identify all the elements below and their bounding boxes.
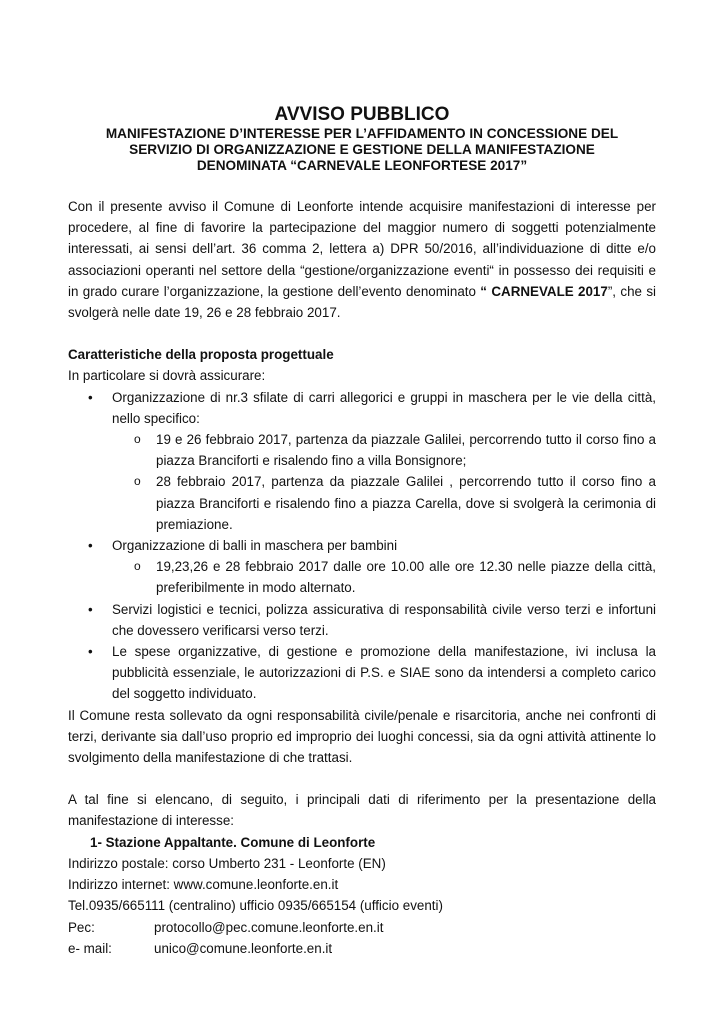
email-line	[68, 938, 656, 959]
sub-list-item	[112, 556, 656, 598]
sub-list-item-text: 19,23,26 e 28 febbraio 2017 dalle ore 10.00 alle ore 12.30 nelle piazze della città, preferibilmente in modo alternato.	[156, 559, 656, 596]
bullet-marker: •	[88, 538, 93, 554]
email-address: unico@comune.leonforte.en.it	[154, 940, 333, 956]
intro-paragraph	[68, 196, 656, 323]
sub-bullet-marker: o	[134, 432, 141, 447]
section-lead: In particolare si dovrà assicurare:	[68, 368, 266, 384]
requirements-list	[68, 387, 656, 705]
sub-bullet-marker: o	[134, 474, 141, 489]
sub-list-item-text: 28 febbraio 2017, partenza da piazzale Galilei , percorrendo tutto il corso fino a piazza Branciforti e risalendo fino a piazza Carella, dove si svolgerà la cerimonia di premiazione.	[156, 474, 656, 532]
pec-address: protocollo@pec.comune.leonforte.en.it	[154, 919, 384, 935]
bullet-marker: •	[88, 389, 93, 405]
list-item	[68, 599, 656, 641]
document-page	[68, 104, 656, 959]
sub-list-item	[112, 429, 656, 471]
sub-list-item-text: 19 e 26 febbraio 2017, partenza da piazzale Galilei, percorrendo tutto il corso fino a piazza Branciforti e risalendo fino a villa Bonsignore;	[156, 432, 656, 469]
page-title: AVVISO PUBBLICO	[274, 104, 450, 125]
bullet-marker: •	[88, 601, 93, 617]
pec-label: Pec:	[68, 919, 95, 935]
website-line: Indirizzo internet: www.comune.leonforte.en.it	[68, 877, 339, 893]
section-heading: Caratteristiche della proposta progettuale	[68, 347, 334, 363]
list-item-text: Organizzazione di nr.3 sfilate di carri allegorici e gruppi in maschera per le vie della città, nello specifico:	[112, 389, 656, 426]
contracting-station-heading: 1- Stazione Appaltante. Comune di Leonforte	[90, 834, 376, 850]
sub-bullet-marker: o	[134, 559, 141, 574]
event-name: “ CARNEVALE 2017	[480, 283, 608, 299]
pec-line	[68, 917, 656, 938]
list-item-text: Servizi logistici e tecnici, polizza assicurativa di responsabilità civile verso terzi e infortuni che dovessero verificarsi verso terzi.	[112, 601, 656, 638]
list-item	[68, 535, 656, 599]
closing-paragraph: Il Comune resta sollevato da ogni responsabilità civile/penale e risarcitoria, anche nei confronti di terzi, derivante sia dall’uso proprio ed improprio dei luoghi concessi, sia da ogni attività attinente lo svolgimento della manifestazione di che trattasi.	[68, 707, 656, 766]
list-item	[68, 641, 656, 705]
subtitle-line: MANIFESTAZIONE D’INTERESSE PER L’AFFIDAMENTO IN CONCESSIONE DEL	[105, 126, 619, 141]
list-item	[68, 387, 656, 535]
subtitle-line: DENOMINATA “CARNEVALE LEONFORTESE 2017”	[196, 158, 528, 173]
list-item-text: Le spese organizzative, di gestione e promozione della manifestazione, ivi inclusa la pubblicità essenziale, le autorizzazioni di P.S. e SIAE sono da intendersi a completo carico del soggetto individuato.	[112, 644, 656, 702]
sub-list	[112, 556, 656, 598]
list-item-text: Organizzazione di balli in maschera per bambini	[112, 538, 398, 554]
intro-text: Con il presente avviso il Comune di Leonforte intende acquisire manifestazioni di interesse per procedere, al fine di favorire la partecipazione del maggior numero di soggetti potenzialmente interessati, ai sensi dell’art. 36 comma 2, lettera a) DPR 50/2016, all’individuazione di ditte e/o associazioni operanti nel settore della “gestione/organizzazione eventi“ in possesso dei requisiti e in grado curare l’organizzazione, la gestione dell’evento denominato	[68, 199, 656, 299]
postal-address: Indirizzo postale: corso Umberto 231 - Leonforte (EN)	[68, 855, 386, 871]
sub-list-item	[112, 471, 656, 535]
reference-intro: A tal fine si elencano, di seguito, i principali dati di riferimento per la presentazione della manifestazione di interesse:	[68, 792, 656, 829]
email-label: e- mail:	[68, 940, 112, 956]
bullet-marker: •	[88, 644, 93, 660]
sub-list	[112, 429, 656, 535]
subtitle-block	[68, 126, 656, 174]
intro-text-end: ”, che si svolgerà nelle date 19, 26 e 28 febbraio 2017.	[68, 283, 657, 321]
phone-line: Tel.0935/665111 (centralino) ufficio 0935/665154 (ufficio eventi)	[68, 898, 443, 914]
subtitle-line: SERVIZIO DI ORGANIZZAZIONE E GESTIONE DELLA MANIFESTAZIONE	[129, 142, 595, 157]
